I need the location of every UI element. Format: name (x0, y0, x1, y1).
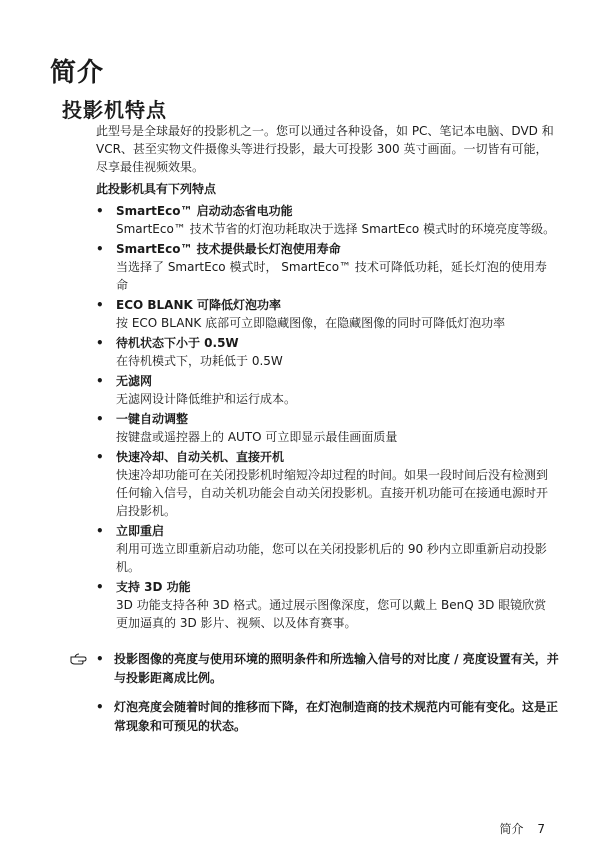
bullet: • (96, 374, 104, 388)
features-heading: 此投影机具有下列特点 (96, 182, 217, 196)
feature-description: 3D 功能支持各种 3D 格式。通过展示图像深度，您可以戴上 BenQ 3D 眼镜欣赏更加逼真的 3D 影片、视频、以及体育赛事。 (116, 598, 547, 630)
bullet: • (96, 580, 104, 594)
section-title: 投影机特点 (62, 98, 167, 122)
bullet: • (96, 204, 104, 218)
feature-title: SmartEco™ 启动动态省电功能 (116, 204, 293, 218)
feature-title: 待机状态下小于 0.5W (116, 336, 239, 350)
page-footer (500, 820, 545, 837)
page-number: 7 (537, 822, 545, 836)
feature-description: 按 ECO BLANK 底部可立即隐藏图像，在隐藏图像的同时可降低灯泡功率 (116, 316, 506, 330)
feature-item (96, 334, 556, 370)
bullet: • (96, 336, 104, 350)
note-item (70, 650, 560, 688)
feature-title: 立即重启 (116, 524, 165, 538)
feature-title: ECO BLANK 可降低灯泡功率 (116, 298, 281, 312)
feature-item (96, 522, 556, 576)
notes-section (70, 650, 560, 746)
feature-item (96, 240, 556, 294)
bullet: • (96, 298, 104, 312)
feature-title: 支持 3D 功能 (116, 580, 191, 594)
feature-description: 利用可选立即重新启动功能，您可以在关闭投影机后的 90 秒内立即重新启动投影机。 (116, 542, 547, 574)
feature-description: 按键盘或遥控器上的 AUTO 可立即显示最佳画面质量 (116, 430, 398, 444)
chapter-title: 简介 (50, 58, 105, 88)
feature-description: 无滤网设计降低维护和运行成本。 (116, 392, 297, 406)
feature-description: 快速冷却功能可在关闭投影机时缩短冷却过程的时间。如果一段时间后没有检测到任何输入信号，自动关机功能会自动关闭投影机。直接开机功能可在接通电源时开启投影机。 (116, 468, 549, 518)
footer-section-name: 简介 (499, 822, 524, 836)
bullet: • (96, 242, 104, 256)
feature-title: 一键自动调整 (116, 412, 189, 426)
feature-item (96, 448, 556, 520)
note-text: 投影图像的亮度与使用环境的照明条件和所选输入信号的对比度 / 亮度设置有关，并与投影距离成比例。 (114, 652, 559, 685)
feature-title: 无滤网 (116, 374, 153, 388)
feature-list (96, 202, 556, 632)
feature-item (96, 296, 556, 332)
feature-description: 在待机模式下，功耗低于 0.5W (116, 354, 283, 368)
feature-description: SmartEco™ 技术节省的灯泡功耗取决于选择 SmartEco 模式时的环境亮度等级。 (116, 222, 556, 236)
feature-item (96, 578, 556, 632)
note-text: 灯泡亮度会随着时间的推移而下降，在灯泡制造商的技术规范内可能有变化。这是正常现象和可预见的状态。 (114, 700, 559, 733)
bullet: • (96, 524, 104, 538)
note-item (70, 698, 560, 736)
feature-item (96, 410, 556, 446)
feature-title: 快速冷却、自动关机、直接开机 (116, 450, 285, 464)
intro-paragraph: 此型号是全球最好的投影机之一。您可以通过各种设备，如 PC、笔记本电脑、DVD 和 VCR、甚至实物文件摄像头等进行投影，最大可投影 300 英寸画面。一切皆有可能，尽享最佳视频效果。 (96, 124, 554, 174)
feature-description: 当选择了 SmartEco 模式时， SmartEco™ 技术可降低功耗，延长灯泡的使用寿命 (116, 260, 547, 292)
bullet: • (96, 412, 104, 426)
feature-title: SmartEco™ 技术提供最长灯泡使用寿命 (116, 242, 341, 256)
bullet: • (96, 700, 104, 714)
main-content (96, 122, 556, 634)
feature-item (96, 372, 556, 408)
feature-item (96, 202, 556, 238)
bullet: • (96, 450, 104, 464)
bullet: • (96, 652, 104, 666)
